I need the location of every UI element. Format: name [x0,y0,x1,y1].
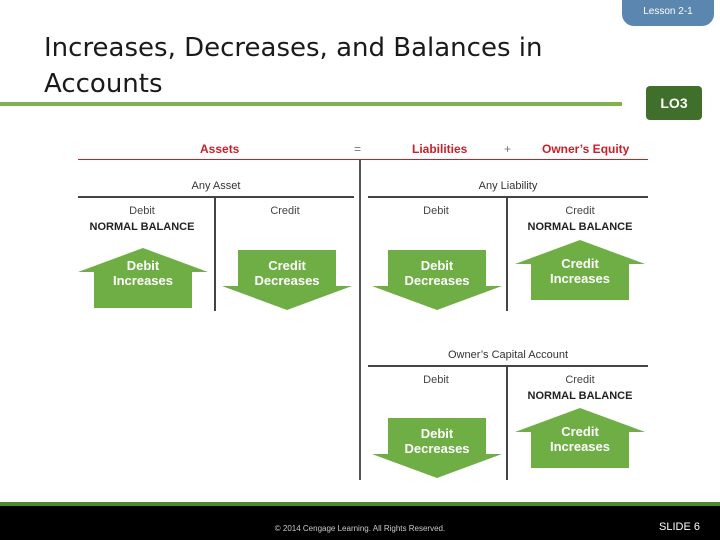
copyright-text: © 2014 Cengage Learning. All Rights Reserved. [274,524,446,533]
capital-left-arrow-line1: Debit [420,426,454,441]
liability-right-arrow-line2: Increases [550,271,610,286]
title-line-2: Accounts [44,69,163,99]
asset-t-top [78,196,354,198]
asset-right-arrow-line2: Decreases [254,273,320,288]
liability-left-arrow-line2: Decreases [404,273,470,288]
asset-account-title: Any Asset [191,180,241,192]
capital-t-top [368,365,648,367]
slide-number: SLIDE 6 [659,521,700,533]
liability-t-top [368,196,648,198]
liability-right-arrow-line1: Credit [561,256,599,271]
lesson-tab: Lesson 2-1 [622,0,714,26]
equation-assets: Assets [200,142,240,156]
capital-normal-balance: NORMAL BALANCE [527,390,633,402]
capital-right-arrow-line2: Increases [550,439,610,454]
capital-credit-label: Credit [565,374,595,386]
liability-credit-increase-arrow [513,238,647,302]
capital-left-arrow-line2: Decreases [404,441,470,456]
equation-plus: + [504,142,512,156]
liability-t-stem [506,197,508,311]
capital-credit-increase-arrow [513,406,647,470]
equation-liabilities: Liabilities [412,142,468,156]
page-title [44,30,604,102]
liability-normal-balance: NORMAL BALANCE [527,221,633,233]
title-line-1: Increases, Decreases, and Balances in [44,33,543,63]
equation-divider-line [359,160,361,480]
capital-account-title: Owner’s Capital Account [447,349,569,361]
equation-owners-equity: Owner’s Equity [542,142,630,156]
asset-t-stem [214,197,216,311]
equation-equals: = [354,142,362,156]
footer-bar [0,506,720,540]
equation-underline [78,159,648,160]
liability-account-title: Any Liability [478,180,538,192]
capital-debit-label: Debit [423,374,449,386]
capital-debit-decrease-arrow [370,416,504,480]
asset-normal-balance: NORMAL BALANCE [89,221,195,233]
liability-left-arrow-line1: Debit [420,258,454,273]
asset-left-arrow-line2: Increases [113,273,173,288]
liability-debit-decrease-arrow [370,248,504,312]
asset-credit-label: Credit [270,205,300,217]
learning-objective-badge: LO3 [646,86,702,120]
asset-credit-decrease-arrow [220,248,354,312]
asset-debit-increase-arrow [76,246,210,310]
capital-right-arrow-line1: Credit [561,424,599,439]
liability-debit-label: Debit [423,205,449,217]
title-divider [0,102,622,106]
capital-t-stem [506,366,508,480]
asset-debit-label: Debit [129,205,155,217]
asset-left-arrow-line1: Debit [126,258,160,273]
asset-right-arrow-line1: Credit [268,258,306,273]
liability-credit-label: Credit [565,205,595,217]
